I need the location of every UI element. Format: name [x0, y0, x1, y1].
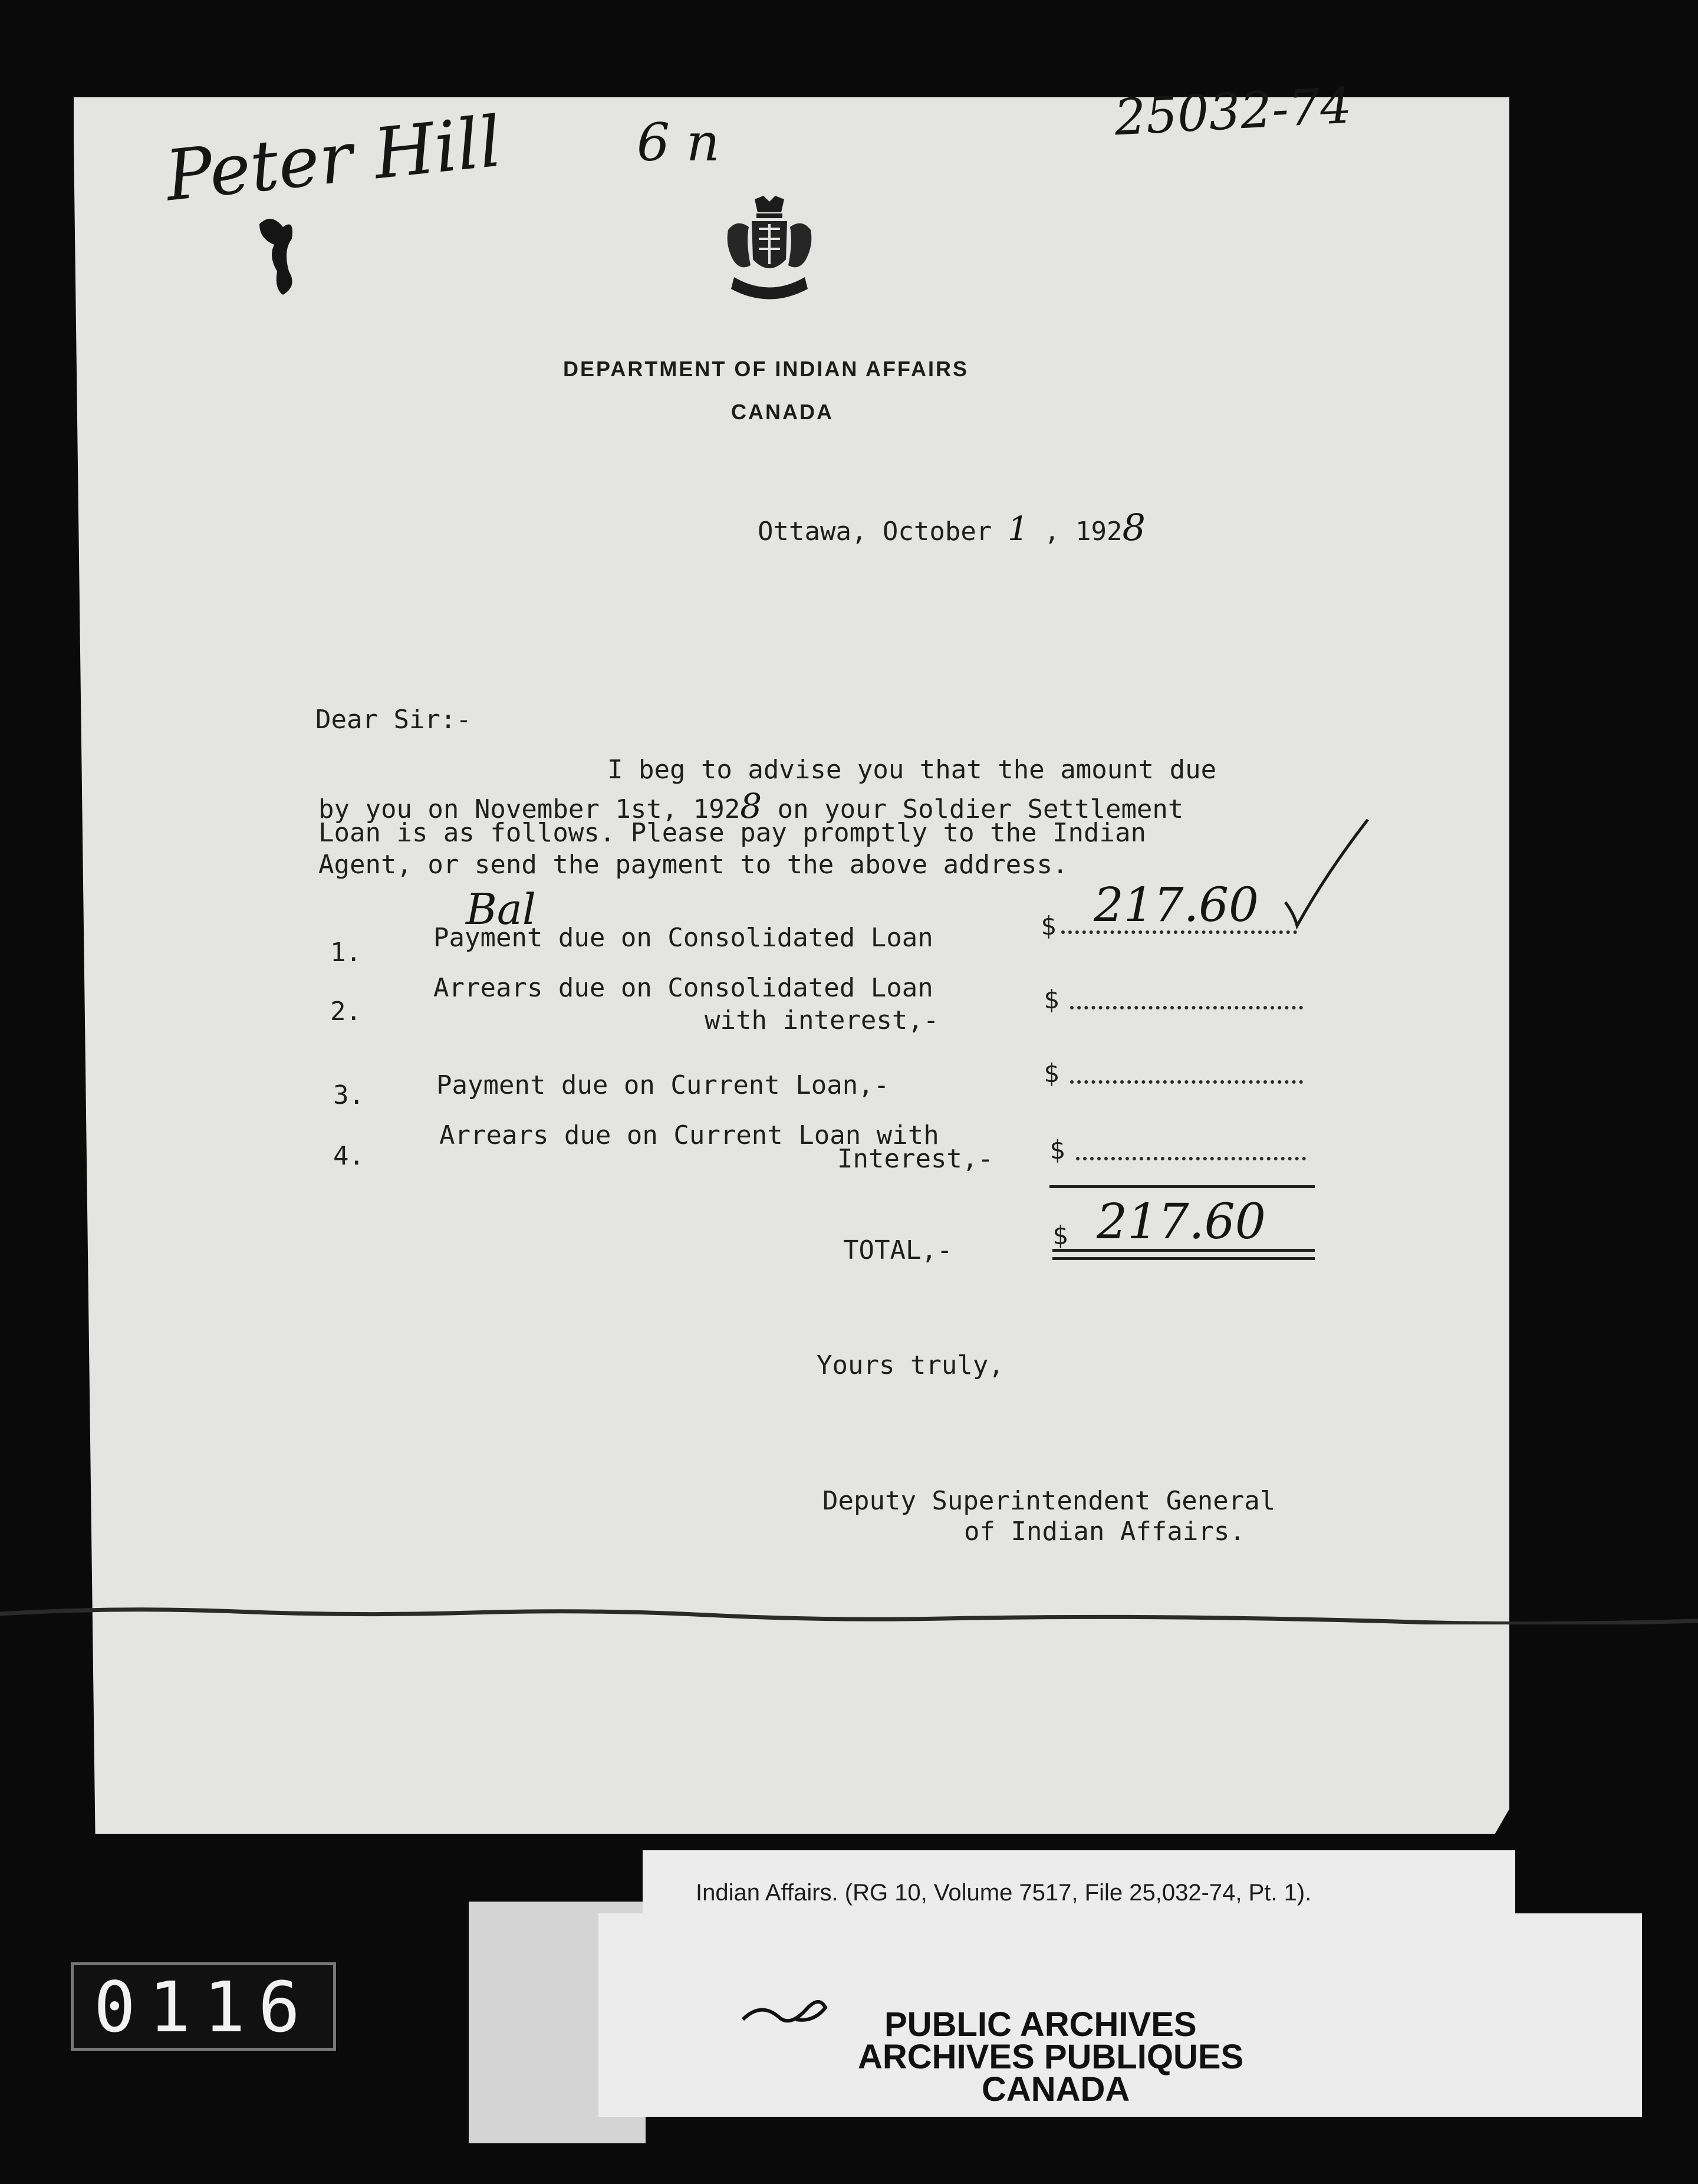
body-line-2b: on your Soldier Settlement: [777, 794, 1184, 824]
handwritten-year-digit: 8: [1122, 506, 1146, 549]
handwritten-name: Peter Hill: [162, 100, 505, 217]
item-2-number: 2.: [330, 996, 361, 1027]
item-1-dollar: $: [1041, 911, 1057, 941]
body-line-2a: by you on November 1st, 192: [318, 794, 741, 824]
country-heading: CANADA: [731, 400, 834, 424]
total-top-rule: [1049, 1185, 1315, 1188]
frame-number: 0116: [71, 1962, 336, 2051]
check-mark: [1279, 814, 1374, 932]
item-1-text: Payment due on Consolidated Loan: [433, 923, 933, 953]
archive-title-fr: ARCHIVES PUBLIQUES: [858, 2038, 1244, 2076]
item-4-dotted-line: [1076, 1157, 1306, 1160]
archive-title-country: CANADA: [982, 2070, 1130, 2109]
closing: Yours truly,: [817, 1350, 1004, 1380]
item-4-dollar: $: [1049, 1135, 1065, 1165]
item-2-text-2: with interest,-: [705, 1005, 939, 1035]
total-dollar: $: [1052, 1221, 1068, 1251]
body-line-3: Loan is as follows. Please pay promptly to the Indian: [318, 818, 1146, 848]
handwritten-top-note: 6 n: [637, 112, 720, 173]
archive-signature-mark: [737, 1990, 843, 2043]
item-2-text: Arrears due on Consolidated Loan: [433, 973, 933, 1003]
total-label: TOTAL,-: [843, 1235, 953, 1265]
total-double-rule-2: [1052, 1257, 1315, 1260]
handwritten-bal-note: Bal: [466, 884, 536, 934]
date-prefix: Ottawa, October: [758, 517, 992, 547]
item-1-number: 1.: [330, 938, 361, 968]
item-3-dotted-line: [1070, 1080, 1303, 1084]
signature-line-2: of Indian Affairs.: [964, 1517, 1245, 1547]
handwritten-total-amount: 217.60: [1097, 1194, 1266, 1250]
salutation: Dear Sir:-: [315, 705, 472, 735]
handwritten-year-digit-2: 8: [740, 786, 762, 826]
item-3-number: 3.: [333, 1080, 364, 1110]
archive-reference: Indian Affairs. (RG 10, Volume 7517, File 25,032-74, Pt. 1).: [696, 1880, 1312, 1906]
body-line-4: Agent, or send the payment to the above address.: [318, 850, 1068, 880]
total-double-rule-1: [1052, 1249, 1315, 1252]
item-4-number: 4.: [333, 1141, 364, 1171]
coat-of-arms-icon: [722, 195, 817, 313]
item-1-dotted-line: [1061, 930, 1297, 934]
item-4-text: Arrears due on Current Loan with: [439, 1120, 939, 1150]
handwritten-day: 1: [1007, 510, 1029, 548]
body-line-1: I beg to advise you that the amount due: [607, 755, 1217, 785]
handwritten-file-number: 25032-74: [1113, 76, 1353, 147]
date-year-prefix: 192: [1075, 517, 1123, 547]
date-separator: ,: [1044, 517, 1060, 547]
ink-mark: [248, 206, 318, 301]
item-3-text: Payment due on Current Loan,-: [436, 1070, 890, 1100]
item-2-dotted-line: [1070, 1006, 1303, 1009]
department-heading: DEPARTMENT OF INDIAN AFFAIRS: [563, 357, 969, 381]
item-3-dollar: $: [1044, 1058, 1059, 1088]
signature-line-1: Deputy Superintendent General: [822, 1486, 1276, 1516]
item-4-text-2: Interest,-: [837, 1144, 993, 1174]
torn-edge: [0, 1601, 1698, 1624]
handwritten-amount-1: 217.60: [1094, 877, 1259, 932]
archive-title-en: PUBLIC ARCHIVES: [884, 2005, 1197, 2044]
date-line: [758, 506, 1146, 549]
item-2-dollar: $: [1044, 985, 1059, 1015]
